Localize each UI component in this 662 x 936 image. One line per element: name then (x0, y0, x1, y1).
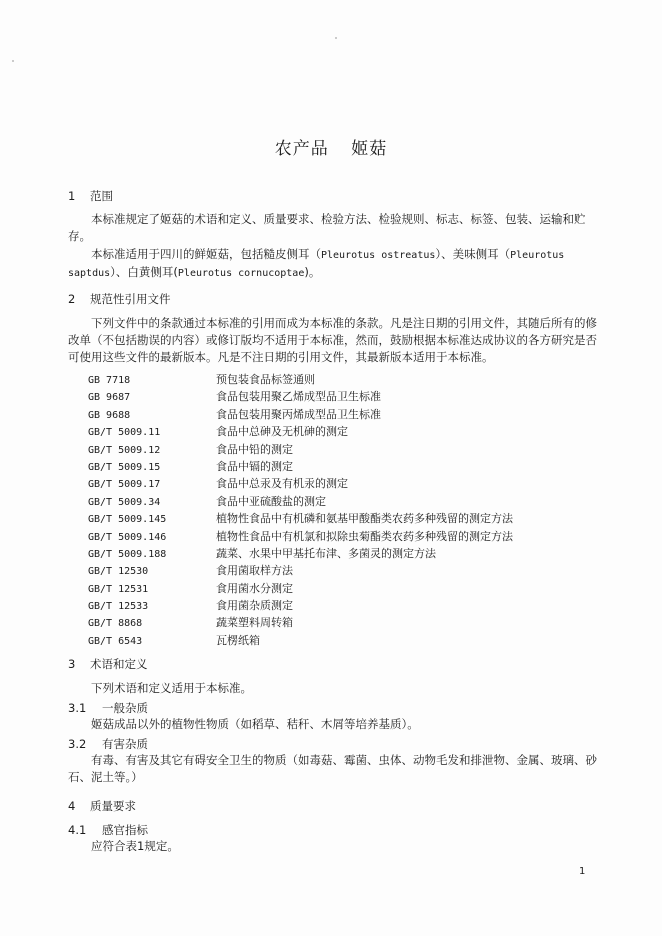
section-title: 质量要求 (90, 799, 136, 813)
reference-code: GB/T 5009.34 (88, 496, 161, 508)
reference-code: GB/T 8868 (88, 618, 143, 630)
scope-text: 本标准适用于四川的鲜姬菇，包括糙皮侧耳（ (91, 247, 321, 261)
section-4-heading (68, 798, 136, 814)
reference-name: 预包装食品标签通则 (216, 373, 315, 386)
scan-speck (335, 37, 337, 39)
reference-name: 食品中亚硫酸盐的测定 (216, 494, 326, 508)
subsection-title: 感官指标 (102, 823, 148, 837)
term-3-1-definition: 姬菇成品以外的植物性物质（如稻草、秸秆、木屑等培养基质）。 (91, 717, 419, 731)
page-number: 1 (579, 866, 586, 877)
scope-text: ）、美味侧耳（ (435, 247, 511, 261)
reference-row (88, 562, 513, 579)
reference-code: GB 9688 (88, 409, 131, 421)
latin-name: Pleurotus ostreatus (321, 250, 436, 261)
reference-row (88, 475, 513, 492)
reference-row (88, 423, 513, 440)
reference-name: 食品中镉的测定 (216, 459, 293, 473)
reference-code: GB/T 5009.145 (88, 514, 167, 526)
title-part-1: 农产品 (274, 139, 329, 159)
reference-code: GB/T 6543 (88, 635, 143, 647)
reference-name: 食品中总汞及有机汞的测定 (216, 477, 348, 491)
section-number: 3 (68, 657, 76, 671)
reference-name: 瓦楞纸箱 (216, 633, 260, 647)
latin-name: Pleurotus saptdus (68, 250, 565, 279)
reference-row (88, 632, 513, 649)
scan-speck (12, 60, 14, 62)
reference-row (88, 441, 513, 458)
reference-code: GB/T 5009.15 (88, 461, 161, 473)
reference-code: GB/T 5009.188 (88, 548, 167, 560)
reference-row (88, 493, 513, 510)
section-1-heading (68, 188, 113, 204)
sensory-indicator-text: 应符合表1规定。 (91, 839, 179, 853)
reference-name: 食品包装用聚丙烯成型品卫生标准 (216, 407, 381, 421)
reference-row (88, 528, 513, 545)
reference-name: 植物性食品中有机磷和氨基甲酸酯类农药多种残留的测定方法 (216, 512, 513, 526)
scope-paragraph-2 (68, 246, 603, 282)
subsection-title: 有害杂质 (102, 737, 148, 751)
reference-row (88, 388, 513, 405)
reference-row (88, 597, 513, 614)
normative-intro: 下列文件中的条款通过本标准的引用而成为本标准的条款。凡是注日期的引用文件，其随后所有的修改单（不包括勘误的内容）或修订版均不适用于本标准，然而，鼓励根据本标准达成协议的各方研究是否可使用这些文件的最新版本。凡是不注日期的引用文件，其最新版本适用于本标准。 (68, 316, 597, 364)
reference-code: GB 7718 (88, 375, 131, 386)
reference-name: 食品中总砷及无机砷的测定 (216, 425, 348, 439)
section-number: 4 (68, 799, 76, 813)
subsection-title: 一般杂质 (102, 701, 148, 715)
title-part-2: 姬菇 (351, 139, 388, 159)
section-title: 术语和定义 (90, 657, 148, 671)
reference-name: 蔬菜、水果中甲基托布津、多菌灵的测定方法 (216, 546, 436, 560)
reference-row (88, 406, 513, 423)
subsection-3-1-heading (68, 700, 148, 716)
reference-name: 蔬菜塑料周转箱 (216, 616, 293, 630)
scope-text: ）、白黄侧耳( (110, 265, 178, 279)
reference-code: GB/T 5009.12 (88, 444, 161, 456)
section-2-heading (68, 291, 171, 307)
reference-name: 食品包装用聚乙烯成型品卫生标准 (216, 390, 381, 404)
reference-name: 食用菌水分测定 (216, 581, 293, 595)
reference-name: 植物性食品中有机氯和拟除虫菊酯类农药多种残留的测定方法 (216, 529, 513, 543)
reference-row (88, 510, 513, 527)
subsection-number: 3.2 (68, 737, 87, 751)
reference-code: GB 9687 (88, 392, 131, 404)
reference-name: 食品中铅的测定 (216, 442, 293, 456)
reference-row (88, 371, 513, 388)
reference-name: 食用菌取样方法 (216, 564, 293, 578)
reference-row (88, 458, 513, 475)
reference-code: GB/T 12533 (88, 601, 149, 613)
scope-text: )。 (304, 265, 321, 279)
reference-row (88, 580, 513, 597)
reference-row (88, 614, 513, 631)
subsection-4-1-heading (68, 822, 148, 838)
subsection-3-2-heading (68, 736, 148, 752)
reference-code: GB/T 5009.146 (88, 531, 167, 543)
terms-intro: 下列术语和定义适用于本标准。 (91, 681, 252, 695)
subsection-number: 3.1 (68, 701, 87, 715)
scope-paragraph-1: 本标准规定了姬菇的术语和定义、质量要求、检验方法、检验规则、标志、标签、包装、运输和贮存。 (68, 212, 586, 243)
reference-code: GB/T 5009.17 (88, 479, 161, 491)
section-number: 2 (68, 292, 76, 306)
reference-code: GB/T 12531 (88, 583, 149, 595)
reference-list (88, 371, 513, 649)
reference-code: GB/T 5009.11 (88, 427, 161, 439)
reference-row (88, 545, 513, 562)
document-title (0, 134, 662, 159)
section-title: 范围 (90, 189, 113, 203)
reference-code: GB/T 12530 (88, 566, 149, 578)
section-title: 规范性引用文件 (90, 292, 171, 306)
term-3-2-definition: 有毒、有害及其它有碍安全卫生的物质（如毒菇、霉菌、虫体、动物毛发和排泄物、金属、玻璃、砂石、泥土等。） (68, 753, 597, 784)
section-3-heading (68, 656, 148, 672)
subsection-number: 4.1 (68, 823, 87, 837)
section-number: 1 (68, 189, 76, 203)
reference-name: 食用菌杂质测定 (216, 599, 293, 613)
latin-name: Pleurotus cornucoptae (177, 268, 305, 279)
